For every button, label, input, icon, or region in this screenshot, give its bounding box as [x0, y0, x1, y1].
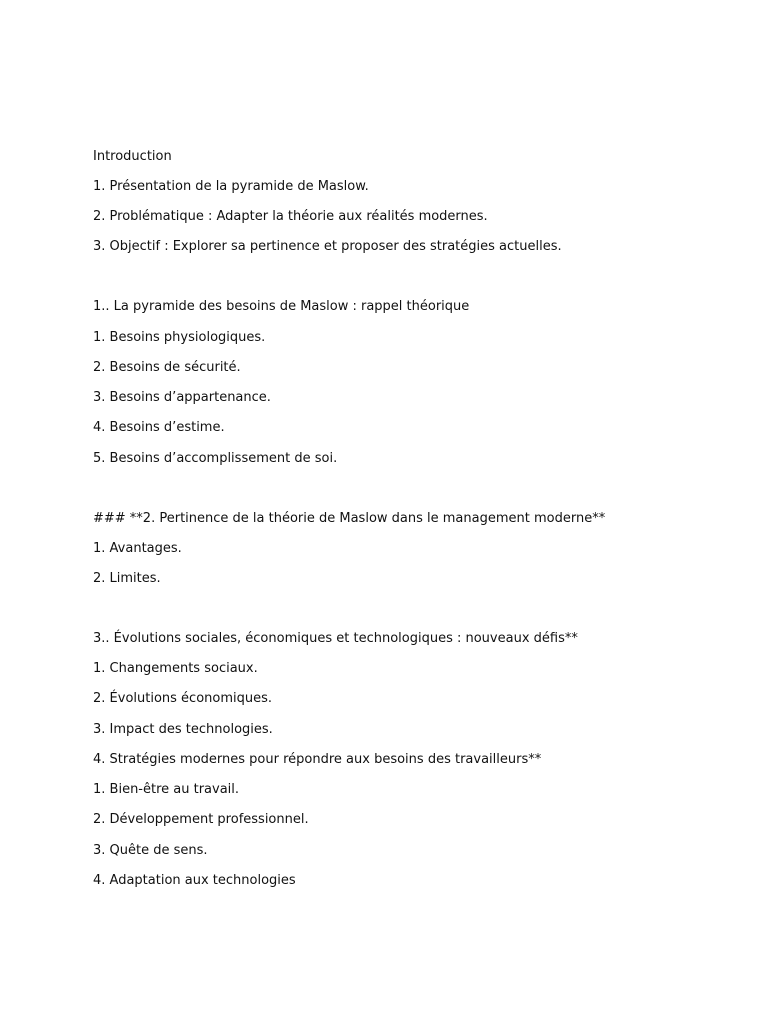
section-2-heading: ### **2. Pertinence de la théorie de Maslow dans le management moderne** — [93, 511, 606, 526]
intro-item-1: 1. Présentation de la pyramide de Maslow. — [93, 179, 369, 194]
section-4-item-1: 1. Bien-être au travail. — [93, 782, 240, 797]
intro-item-2: 2. Problématique : Adapter la théorie aux réalités modernes. — [93, 209, 488, 224]
section-3-item-1: 1. Changements sociaux. — [93, 661, 258, 676]
section-3-item-2: 2. Évolutions économiques. — [93, 691, 273, 706]
section-1-item-3: 3. Besoins d’appartenance. — [93, 390, 271, 405]
section-4-heading: 4. Stratégies modernes pour répondre aux besoins des travailleurs** — [93, 752, 542, 767]
section-4-item-4: 4. Adaptation aux technologies — [93, 873, 296, 888]
section-4-item-3: 3. Quête de sens. — [93, 843, 208, 858]
section-3-heading: 3.. Évolutions sociales, économiques et technologiques : nouveaux défis** — [93, 631, 578, 646]
section-3-item-3: 3. Impact des technologies. — [93, 722, 273, 737]
intro-item-3: 3. Objectif : Explorer sa pertinence et proposer des stratégies actuelles. — [93, 239, 562, 254]
section-1-item-4: 4. Besoins d’estime. — [93, 420, 225, 435]
section-1-heading: 1.. La pyramide des besoins de Maslow : rappel théorique — [93, 299, 470, 314]
section-4-item-2: 2. Développement professionnel. — [93, 812, 309, 827]
section-1-item-5: 5. Besoins d’accomplissement de soi. — [93, 451, 338, 466]
section-2-item-1: 1. Avantages. — [93, 541, 182, 556]
section-2-item-2: 2. Limites. — [93, 571, 161, 586]
section-1-item-1: 1. Besoins physiologiques. — [93, 330, 266, 345]
heading-introduction: Introduction — [93, 149, 172, 164]
section-1-item-2: 2. Besoins de sécurité. — [93, 360, 241, 375]
